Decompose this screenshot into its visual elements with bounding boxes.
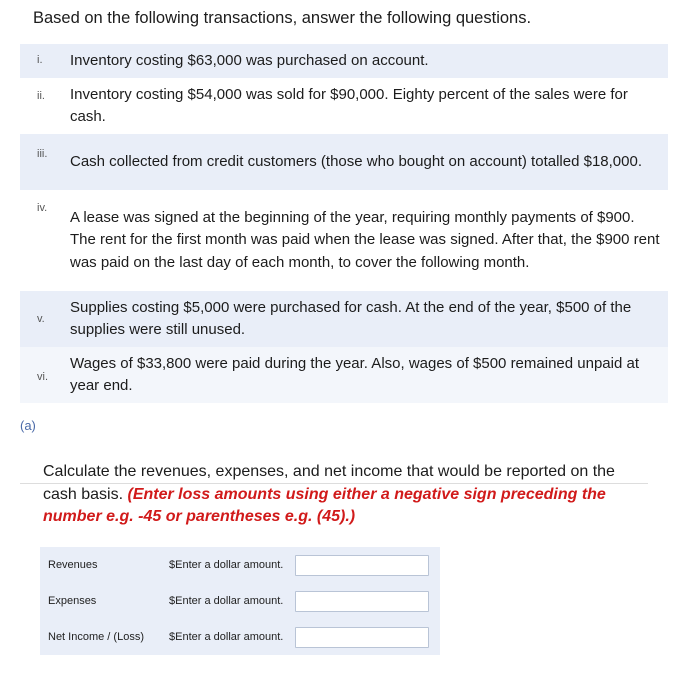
- transaction-item: [20, 44, 668, 78]
- transaction-item: [20, 134, 668, 190]
- part-marker: (a): [20, 418, 36, 433]
- transaction-text: Inventory costing $63,000 was purchased on account.: [70, 51, 429, 69]
- answer-row-net-income: [40, 619, 440, 655]
- transaction-number: iv.: [37, 202, 48, 214]
- transaction-item: [20, 347, 668, 403]
- expenses-input[interactable]: [295, 591, 429, 612]
- transaction-text: A lease was signed at the beginning of the year, requiring monthly payments of $900. The rent for the first month was paid when the lease was signed. After that, the $900 rent was paid on the last day of each month, to cover the following month.: [70, 208, 660, 271]
- transaction-text: Supplies costing $5,000 were purchased for cash. At the end of the year, $500 of the supplies were still unused.: [70, 298, 632, 338]
- question-prompt: [43, 461, 653, 529]
- transaction-number: i.: [37, 54, 43, 66]
- transaction-number: ii.: [37, 90, 45, 102]
- transaction-item: [20, 190, 668, 291]
- net-income-input[interactable]: [295, 627, 429, 648]
- answer-row-revenues: [40, 547, 440, 583]
- intro-text: Based on the following transactions, answer the following questions.: [33, 9, 532, 27]
- transaction-list: [20, 44, 668, 403]
- row-label: Net Income / (Loss): [48, 631, 144, 643]
- transaction-item: [20, 291, 668, 347]
- prompt-instruction: (Enter loss amounts using either a negative sign preceding the number e.g. -45 or parentheses e.g. (45).): [43, 485, 606, 525]
- currency-hint: $Enter a dollar amount.: [169, 559, 284, 571]
- transaction-text: Inventory costing $54,000 was sold for $90,000. Eighty percent of the sales were for cash.: [70, 85, 628, 125]
- row-label: Revenues: [48, 559, 98, 571]
- transaction-number: iii.: [37, 148, 48, 160]
- row-label: Expenses: [48, 595, 97, 607]
- answer-row-expenses: [40, 583, 440, 619]
- transaction-text: Wages of $33,800 were paid during the year. Also, wages of $500 remained unpaid at year end.: [70, 354, 639, 394]
- answer-table: [40, 547, 440, 655]
- transaction-number: vi.: [37, 371, 48, 383]
- transaction-item: [20, 78, 668, 134]
- prompt-text: Calculate the revenues, expenses, and net income that would be reported on the cash basis.: [43, 463, 615, 503]
- transaction-number: v.: [37, 313, 45, 325]
- currency-hint: $Enter a dollar amount.: [169, 631, 284, 643]
- transaction-text: Cash collected from credit customers (those who bought on account) totalled $18,000.: [70, 152, 642, 170]
- currency-hint: $Enter a dollar amount.: [169, 595, 284, 607]
- revenues-input[interactable]: [295, 555, 429, 576]
